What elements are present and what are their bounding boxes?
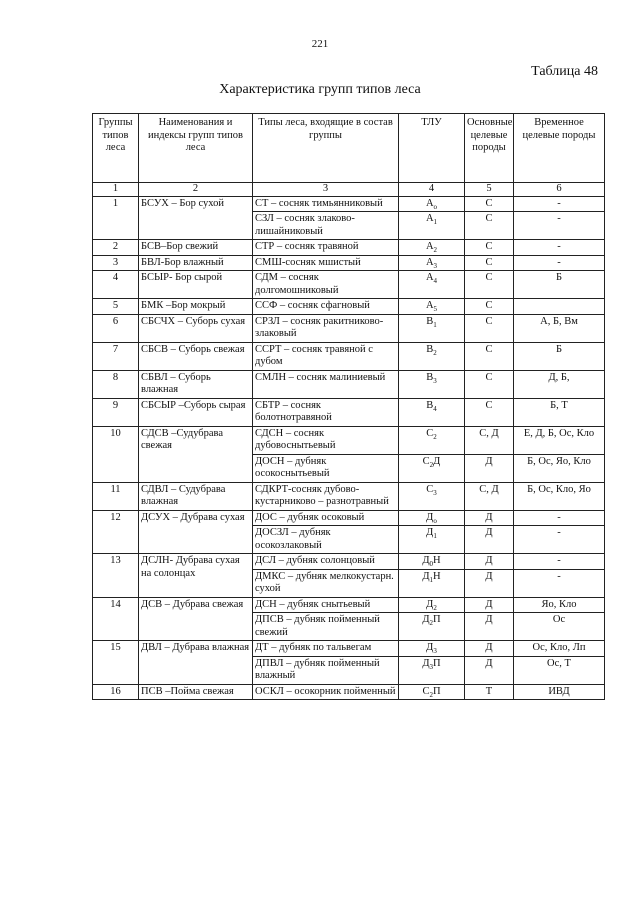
table-title: Характеристика групп типов леса	[219, 82, 421, 97]
forest-type: ДПВЛ – дубняк пойменный влажный	[253, 656, 399, 684]
temporary-species: Ос, Кло, Лп	[514, 641, 605, 657]
tlu-letter: С	[422, 455, 430, 467]
column-header-main-species: Основные целевые породы	[465, 114, 514, 183]
tlu-cell	[399, 510, 465, 526]
column-number: 1	[93, 183, 139, 197]
main-species: С	[465, 196, 514, 212]
temporary-species: Б, Ос, Яо, Кло	[514, 454, 605, 482]
tlu-letter: Д	[422, 657, 430, 669]
table-row	[93, 271, 605, 299]
table-row	[93, 641, 605, 657]
forest-type: ДОСЗЛ – дубняк осокозлаковый	[253, 526, 399, 554]
forest-type: СМЛН – сосняк малиниевый	[253, 370, 399, 398]
tlu-subscript: 0	[429, 560, 434, 569]
tlu-letter: А	[425, 213, 434, 224]
table-row	[93, 554, 605, 570]
group-number: 6	[93, 314, 139, 342]
group-name: БМК –Бор мокрый	[139, 299, 253, 315]
tlu-cell	[399, 212, 465, 240]
temporary-species: А, Б, Вм	[514, 314, 605, 342]
column-header-forest-types: Типы леса, входящие в состав группы	[253, 114, 399, 183]
main-species: С	[465, 212, 514, 240]
tlu-cell	[399, 370, 465, 398]
tlu-letter: С	[426, 427, 434, 439]
table-row	[93, 684, 605, 700]
tlu-cell	[399, 526, 465, 554]
tlu-subscript: о	[433, 202, 438, 211]
main-species: С	[465, 271, 514, 299]
table-body	[93, 196, 605, 700]
column-header-tlu: ТЛУ	[399, 114, 465, 183]
temporary-species: -	[514, 240, 605, 256]
column-number: 5	[465, 183, 514, 197]
group-number: 5	[93, 299, 139, 315]
group-number: 14	[93, 597, 139, 641]
tlu-cell	[399, 641, 465, 657]
main-species: Д	[465, 569, 514, 597]
forest-type: ССРТ – сосняк травяной с дубом	[253, 342, 399, 370]
temporary-species: Ос	[514, 613, 605, 641]
column-header-names: Наименования и индексы групп типов леса	[139, 114, 253, 183]
tlu-letter: С	[422, 685, 430, 697]
tlu-letter: В	[426, 371, 434, 383]
table-row	[93, 240, 605, 256]
tlu-subscript: 2	[429, 690, 433, 699]
main-species: Д	[465, 656, 514, 684]
table-header	[93, 114, 605, 197]
page-number: 221	[311, 38, 329, 50]
tlu-subscript: 3	[433, 376, 437, 385]
group-name: ДСВ – Дубрава свежая	[139, 597, 253, 641]
table-row	[93, 398, 605, 426]
tlu-subscript: 3	[433, 261, 438, 270]
tlu-subscript: 3	[429, 662, 434, 671]
forest-type: ДОСН – дубняк осокоснытьевый	[253, 454, 399, 482]
column-header-groups: Группы типов леса	[93, 114, 139, 183]
group-number: 7	[93, 342, 139, 370]
tlu-letter: Д	[426, 598, 434, 610]
temporary-species: -	[514, 569, 605, 597]
temporary-species: ИВД	[514, 684, 605, 700]
group-name: СБСВ – Суборь свежая	[139, 342, 253, 370]
tlu-cell	[399, 342, 465, 370]
tlu-suffix: Н	[433, 555, 441, 566]
tlu-cell	[399, 569, 465, 597]
tlu-cell	[399, 271, 465, 299]
tlu-subscript: 2	[433, 603, 437, 612]
group-name: ДСУХ – Дубрава сухая	[139, 510, 253, 554]
table-label: Таблица 48	[531, 64, 598, 79]
tlu-letter: В	[426, 343, 434, 355]
temporary-species: Е, Д, Б, Ос, Кло	[514, 426, 605, 454]
forest-type: СЗЛ – сосняк злаково-лишайниковый	[253, 212, 399, 240]
group-number: 10	[93, 426, 139, 482]
group-name: ДВЛ – Дубрава влажная	[139, 641, 253, 685]
tlu-cell	[399, 554, 465, 570]
tlu-subscript: 2	[433, 246, 438, 255]
main-species: С	[465, 299, 514, 315]
tlu-letter: А	[425, 241, 434, 252]
forest-groups-table	[92, 113, 605, 700]
temporary-species: -	[514, 196, 605, 212]
tlu-cell	[399, 613, 465, 641]
temporary-species: Яо, Кло	[514, 597, 605, 613]
forest-type: ДСЛ – дубняк солонцовый	[253, 554, 399, 570]
group-name: СБСЫР –Суборь сырая	[139, 398, 253, 426]
tlu-subscript: 1	[433, 320, 437, 329]
group-name: БСЫР- Бор сырой	[139, 271, 253, 299]
column-number: 2	[139, 183, 253, 197]
tlu-subscript: 3	[433, 488, 437, 497]
tlu-letter: Д	[422, 614, 430, 625]
main-species: С, Д	[465, 482, 514, 510]
tlu-subscript: 1	[429, 575, 434, 584]
group-number: 12	[93, 510, 139, 554]
tlu-cell	[399, 398, 465, 426]
column-header-temporary-species: Временное целевые породы	[514, 114, 605, 183]
forest-type: СМШ-сосняк мшистый	[253, 255, 399, 271]
column-number-row	[93, 183, 605, 197]
tlu-subscript: 1	[433, 218, 438, 227]
main-species: С	[465, 314, 514, 342]
column-number: 4	[399, 183, 465, 197]
table-row	[93, 510, 605, 526]
forest-type: СДСН – сосняк дубовоснытьевый	[253, 426, 399, 454]
temporary-species: -	[514, 554, 605, 570]
main-species: Т	[465, 684, 514, 700]
group-name: СДСВ –Судубрава свежая	[139, 426, 253, 482]
main-species: Д	[465, 510, 514, 526]
group-name: ДСЛН- Дубрава сухая на солонцах	[139, 554, 253, 598]
group-name: БСУХ – Бор сухой	[139, 196, 253, 240]
temporary-species: Ос, Т	[514, 656, 605, 684]
tlu-cell	[399, 684, 465, 700]
main-species: С	[465, 398, 514, 426]
main-species: Д	[465, 597, 514, 613]
tlu-suffix: П	[432, 685, 441, 697]
tlu-subscript: 2	[433, 432, 437, 441]
tlu-letter: С	[426, 483, 434, 495]
temporary-species: -	[514, 526, 605, 554]
tlu-subscript: 2	[429, 619, 434, 628]
tlu-letter: А	[425, 197, 434, 209]
forest-type: ДМКС – дубняк мелкокустарн. сухой	[253, 569, 399, 597]
header-row	[93, 114, 605, 183]
main-species: Д	[465, 526, 514, 554]
forest-type: ДОС – дубняк осоковый	[253, 510, 399, 526]
main-species: Д	[465, 641, 514, 657]
table-row	[93, 342, 605, 370]
group-name: СБСЧХ – Суборь сухая	[139, 314, 253, 342]
tlu-subscript: 4	[433, 404, 437, 413]
temporary-species: -	[514, 212, 605, 240]
group-number: 2	[93, 240, 139, 256]
temporary-species: Д, Б,	[514, 370, 605, 398]
forest-type: ССФ – сосняк сфагновый	[253, 299, 399, 315]
tlu-suffix: Н	[433, 570, 441, 582]
tlu-subscript: 2	[429, 460, 434, 469]
tlu-cell	[399, 597, 465, 613]
forest-type: ОСКЛ – осокорник пойменный	[253, 684, 399, 700]
tlu-letter: Д	[422, 570, 430, 582]
tlu-suffix: П	[433, 614, 441, 625]
tlu-cell	[399, 454, 465, 482]
main-species: Д	[465, 454, 514, 482]
group-number: 1	[93, 196, 139, 240]
table-row	[93, 597, 605, 613]
main-species: С	[465, 342, 514, 370]
group-number: 4	[93, 271, 139, 299]
temporary-species: -	[514, 255, 605, 271]
tlu-suffix: П	[433, 657, 441, 669]
group-number: 13	[93, 554, 139, 598]
forest-type: ДПСВ – дубняк пойменный свежий	[253, 613, 399, 641]
temporary-species: Б, Ос, Кло, Яо	[514, 482, 605, 510]
tlu-subscript: 3	[433, 647, 437, 656]
table-row	[93, 255, 605, 271]
main-species: С	[465, 370, 514, 398]
main-species: Д	[465, 613, 514, 641]
table-row	[93, 314, 605, 342]
tlu-cell	[399, 299, 465, 315]
group-name: ПСВ –Пойма свежая	[139, 684, 253, 700]
tlu-cell	[399, 196, 465, 212]
tlu-letter: А	[425, 256, 434, 268]
tlu-cell	[399, 482, 465, 510]
tlu-cell	[399, 426, 465, 454]
group-name: БСВ–Бор свежий	[139, 240, 253, 256]
forest-type: СДКРТ-сосняк дубово-кустарниково – разнотравный	[253, 482, 399, 510]
group-number: 16	[93, 684, 139, 700]
group-number: 11	[93, 482, 139, 510]
tlu-letter: Д	[426, 511, 434, 523]
table-row	[93, 426, 605, 454]
forest-type: ДСН – дубняк снытьевый	[253, 597, 399, 613]
tlu-cell	[399, 255, 465, 271]
forest-type: ДТ – дубняк по тальвегам	[253, 641, 399, 657]
forest-type: СРЗЛ – сосняк ракитниково-злаковый	[253, 314, 399, 342]
table-row	[93, 196, 605, 212]
group-number: 8	[93, 370, 139, 398]
main-species: Д	[465, 554, 514, 570]
forest-type: СТ – сосняк тимьянниковый	[253, 196, 399, 212]
tlu-letter: В	[426, 399, 434, 411]
tlu-cell	[399, 656, 465, 684]
tlu-letter: Д	[426, 527, 434, 538]
tlu-cell	[399, 314, 465, 342]
column-number: 6	[514, 183, 605, 197]
group-number: 9	[93, 398, 139, 426]
table-row	[93, 299, 605, 315]
forest-type: СДМ – сосняк долгомошниковый	[253, 271, 399, 299]
tlu-subscript: о	[433, 516, 437, 525]
temporary-species: Б	[514, 342, 605, 370]
column-number: 3	[253, 183, 399, 197]
main-species: С, Д	[465, 426, 514, 454]
forest-type: СТР – сосняк травяной	[253, 240, 399, 256]
tlu-letter: А	[425, 300, 434, 311]
group-name: СДВЛ – Судубрава влажная	[139, 482, 253, 510]
group-number: 3	[93, 255, 139, 271]
tlu-letter: А	[425, 272, 434, 283]
tlu-subscript: 5	[433, 305, 438, 314]
tlu-letter: В	[426, 315, 434, 327]
tlu-subscript: 2	[433, 348, 437, 357]
group-number: 15	[93, 641, 139, 685]
table-row	[93, 370, 605, 398]
temporary-species: Б	[514, 271, 605, 299]
temporary-species: -	[514, 510, 605, 526]
tlu-subscript: 1	[433, 532, 437, 541]
temporary-species	[514, 299, 605, 315]
table-row	[93, 482, 605, 510]
tlu-subscript: 4	[433, 277, 438, 286]
tlu-cell	[399, 240, 465, 256]
main-species: С	[465, 255, 514, 271]
main-species: С	[465, 240, 514, 256]
tlu-letter: Д	[426, 642, 434, 653]
group-name: БВЛ-Бор влажный	[139, 255, 253, 271]
group-name: СБВЛ – Суборь влажная	[139, 370, 253, 398]
tlu-suffix: Д	[433, 455, 441, 467]
forest-type: СБТР – сосняк болотнотравяной	[253, 398, 399, 426]
temporary-species: Б, Т	[514, 398, 605, 426]
tlu-letter: Д	[422, 555, 430, 566]
